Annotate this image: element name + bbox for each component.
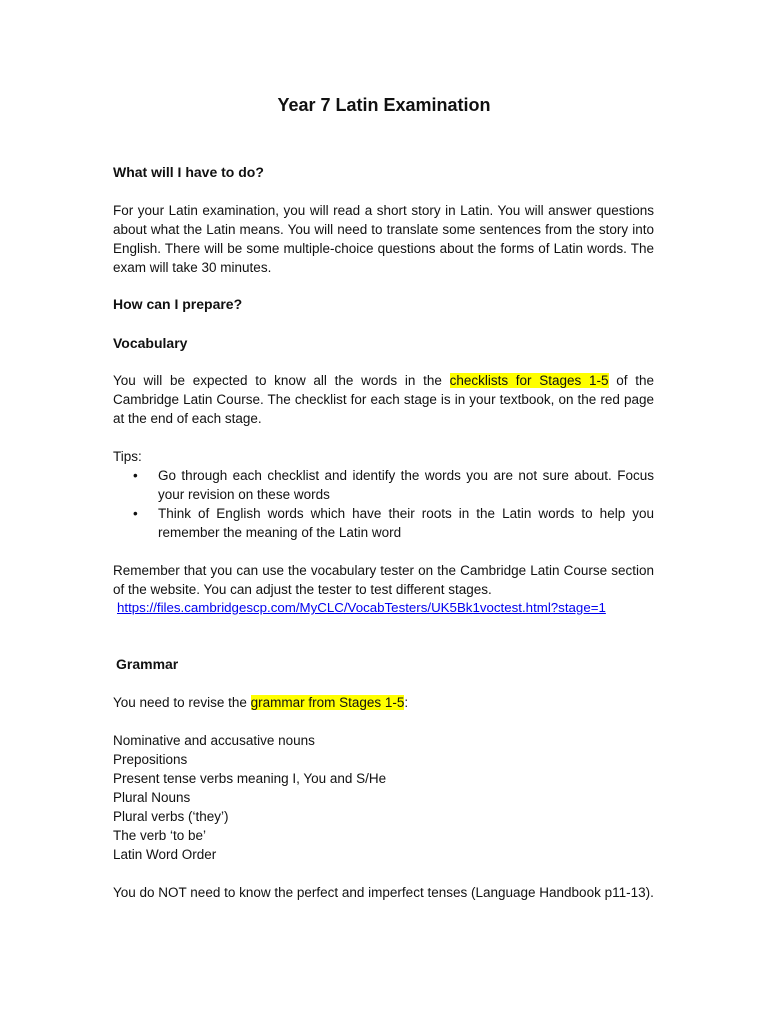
grammar-item: Latin Word Order [113, 847, 217, 862]
tip-text: Think of English words which have their roots in the Latin words to help you remember the meaning of the Latin word [158, 506, 654, 540]
tips-list-item [113, 466, 654, 504]
highlight-checklists: checklists for Stages 1-5 [449, 373, 609, 388]
tips-section [113, 447, 654, 542]
grammar-item: Plural verbs (‘they’) [113, 809, 229, 824]
tips-list [113, 466, 654, 542]
grammar-intro-before: You need to revise the [113, 695, 251, 710]
grammar-item: The verb ‘to be’ [113, 828, 207, 843]
heading-what-will-i-do: What will I have to do? [113, 164, 264, 180]
tip-text: Go through each checklist and identify the words you are not sure about. Focus your revision on these words [158, 468, 654, 502]
vocabulary-text-before: You will be expected to know all the words in the [113, 373, 450, 388]
grammar-item: Prepositions [113, 752, 188, 767]
vocab-tester-paragraph: Remember that you can use the vocabulary tester on the Cambridge Latin Course section of the website. You can adjust the tester to test different stages. [113, 563, 654, 597]
bullet-icon: • [133, 468, 138, 483]
grammar-list [113, 731, 654, 864]
document-title: Year 7 Latin Examination [277, 95, 491, 115]
grammar-intro-after: : [404, 695, 409, 710]
grammar-item: Plural Nouns [113, 790, 191, 805]
vocabulary-paragraph [113, 371, 654, 428]
tips-list-item [113, 504, 654, 542]
heading-how-to-prepare: How can I prepare? [113, 296, 243, 312]
what-paragraph: For your Latin examination, you will read a short story in Latin. You will answer questions about what the Latin means. You will need to translate some sentences from the story into English. There will be some multiple-choice questions about the forms of Latin words. The exam will take 30 minutes. [113, 203, 654, 275]
heading-vocabulary: Vocabulary [113, 335, 188, 351]
highlight-grammar: grammar from Stages 1-5 [250, 695, 405, 710]
vocab-tester-link[interactable]: https://files.cambridgescp.com/MyCLC/VocabTesters/UK5Bk1voctest.html?stage=1 [117, 600, 606, 615]
grammar-intro [113, 693, 654, 712]
vocabulary-text-after: of the Cambridge Latin Course. The checklist for each stage is in your textbook, on the red page at the end of each stage. [113, 373, 654, 426]
heading-grammar: Grammar [116, 656, 179, 672]
grammar-item: Present tense verbs meaning I, You and S/He [113, 771, 387, 786]
vocab-tester-link-container [113, 598, 658, 617]
final-note: You do NOT need to know the perfect and imperfect tenses (Language Handbook p11-13). [113, 885, 654, 900]
grammar-item: Nominative and accusative nouns [113, 733, 315, 748]
tips-label: Tips: [113, 449, 142, 464]
bullet-icon: • [133, 506, 138, 521]
